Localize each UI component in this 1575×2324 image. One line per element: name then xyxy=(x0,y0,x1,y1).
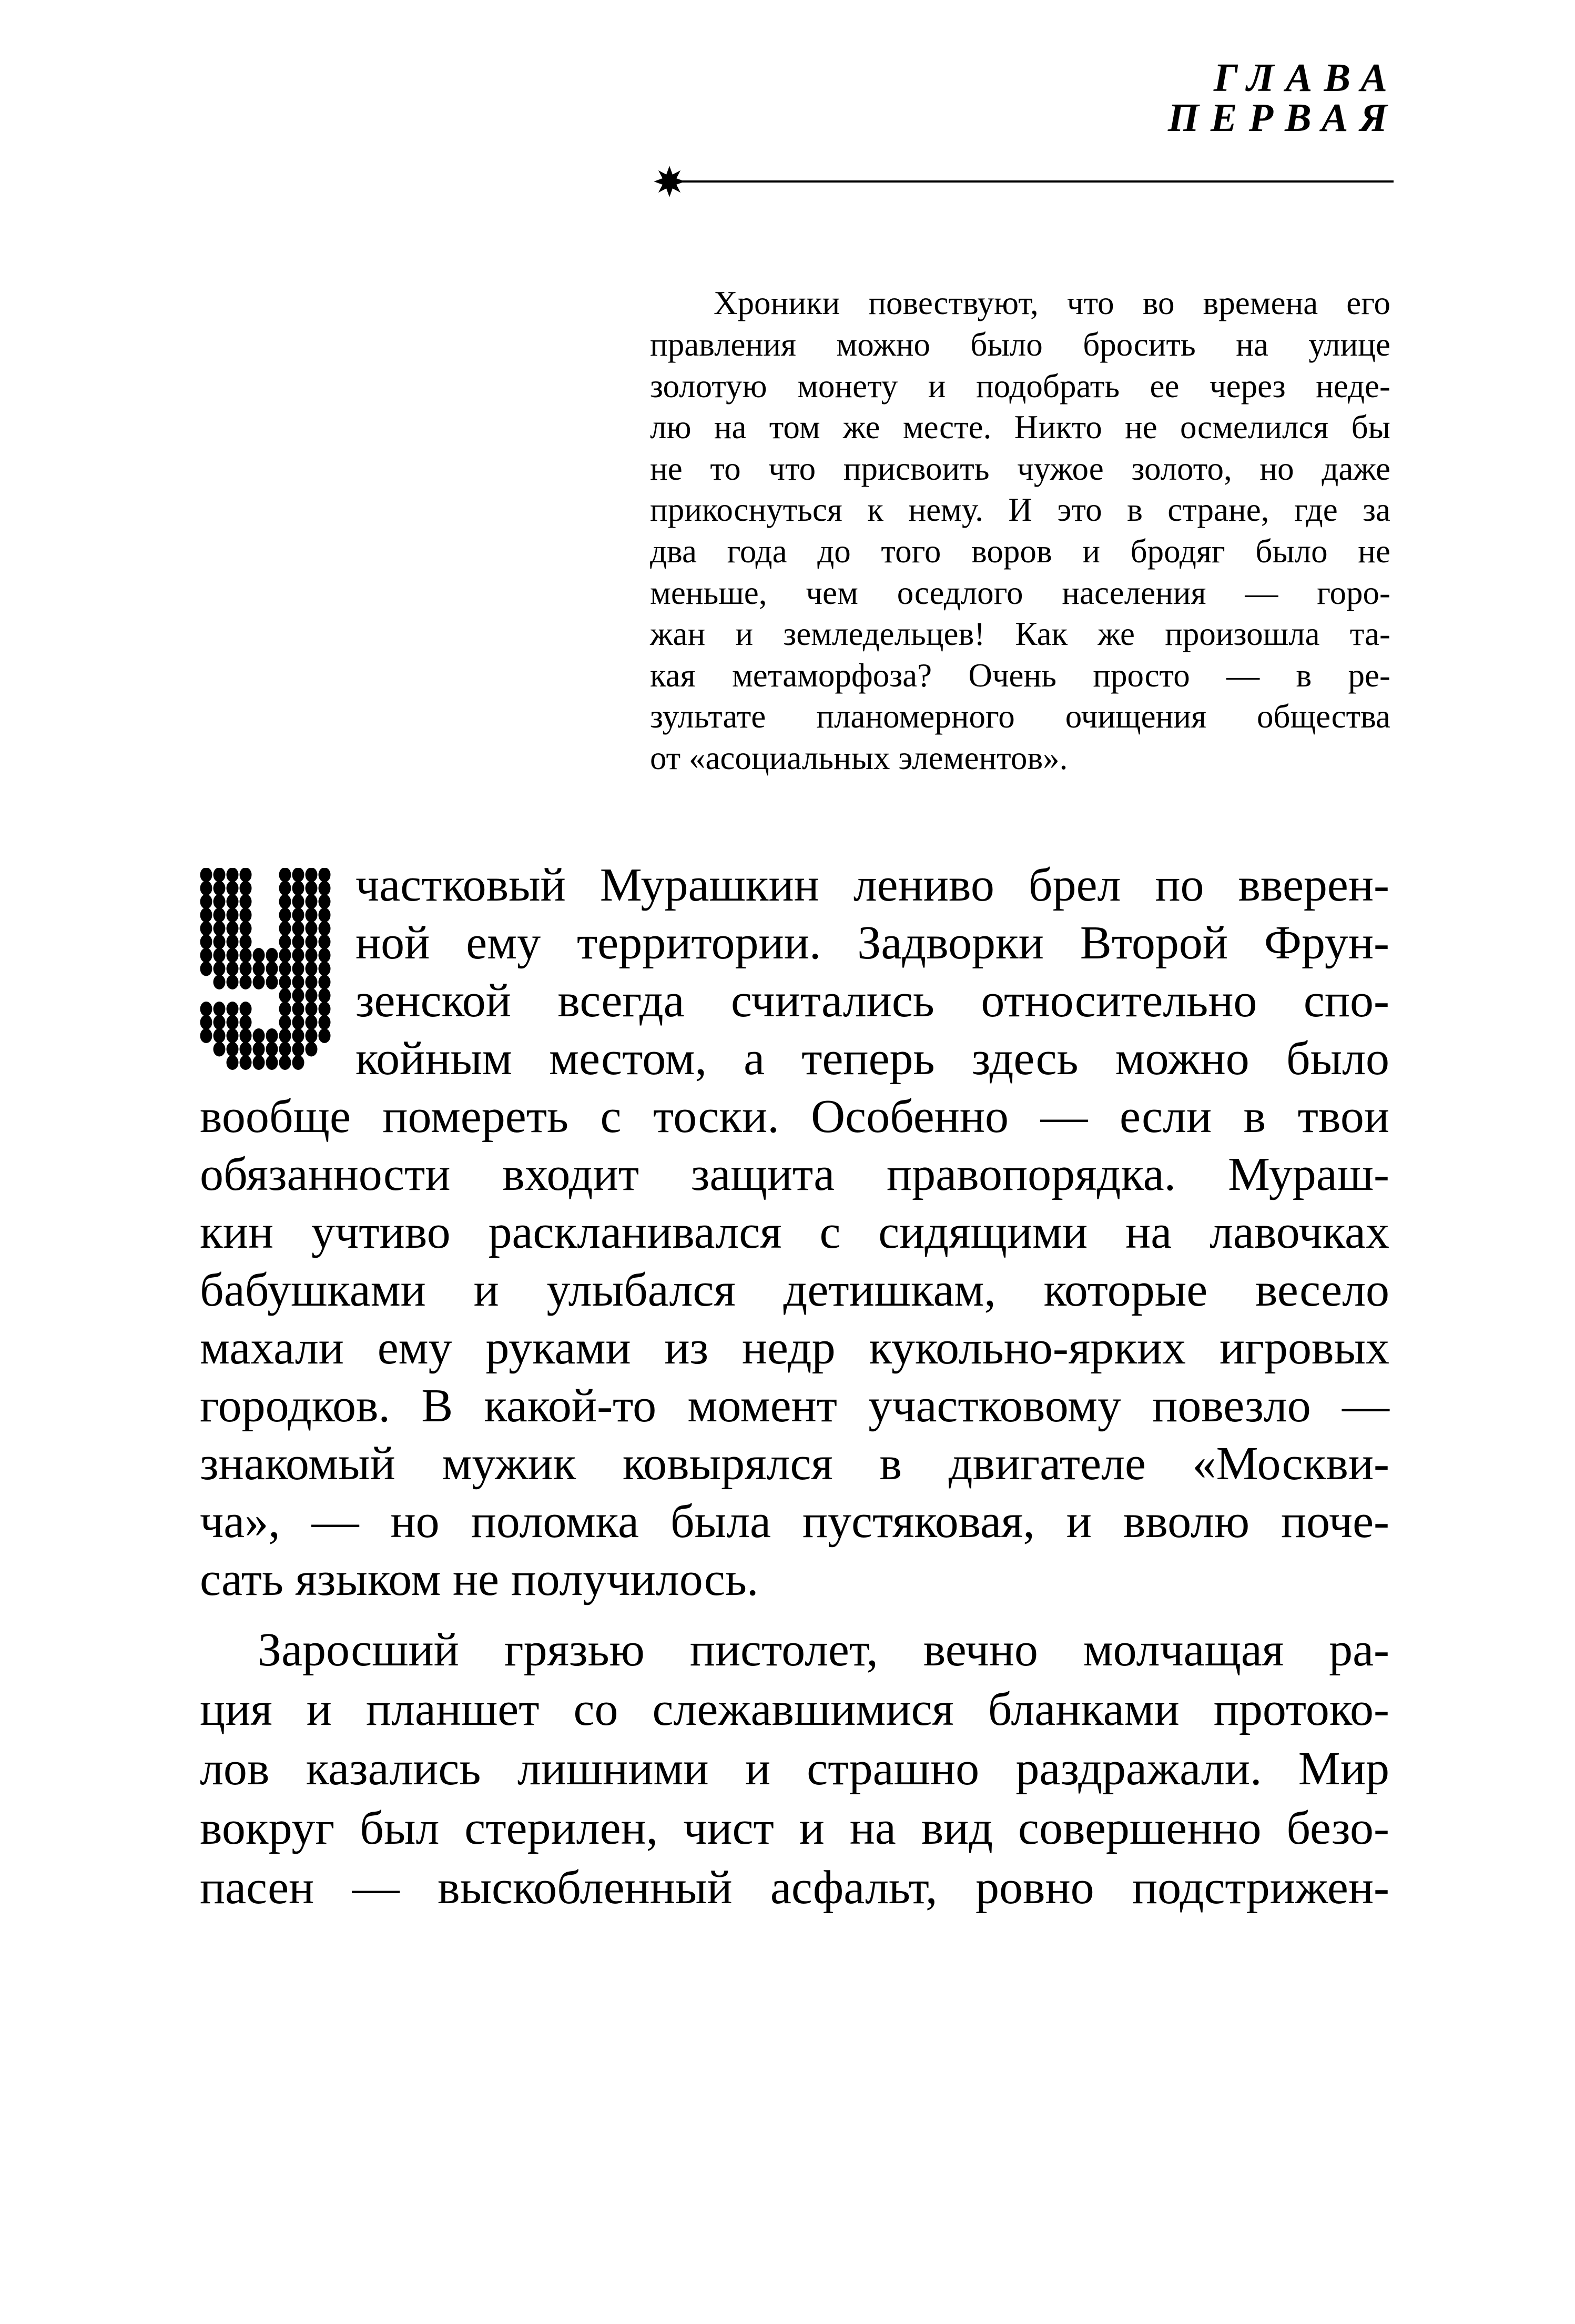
drop-cap-dot xyxy=(227,948,239,963)
drop-cap-dot xyxy=(200,962,212,976)
drop-cap-dot xyxy=(227,975,239,989)
drop-cap-dot xyxy=(266,948,278,963)
body-line: ча», — но поломка была пустяковая, и вволю поче- xyxy=(200,1496,1389,1548)
drop-cap-dot xyxy=(306,1042,318,1057)
drop-cap-dot xyxy=(306,1002,318,1016)
drop-cap-dot xyxy=(292,948,304,963)
drop-cap-dot xyxy=(319,975,331,989)
drop-cap-dot xyxy=(214,908,226,923)
drop-cap-dot xyxy=(253,975,265,989)
drop-cap-dot xyxy=(227,921,239,936)
drop-cap-dot xyxy=(227,894,239,909)
drop-cap-dot xyxy=(266,1028,278,1043)
drop-cap-dot xyxy=(279,908,291,923)
drop-cap-dot xyxy=(240,1055,252,1070)
body-line: частковый Мурашкин лениво брел по вверен- xyxy=(355,859,1389,911)
drop-cap-dot xyxy=(266,962,278,976)
epigraph-line: прикоснуться к нему. И это в стране, где за xyxy=(650,491,1390,528)
drop-cap-dot xyxy=(240,1028,252,1043)
drop-cap-dot xyxy=(279,868,291,882)
body-line: бабушками и улыбался детишкам, которые весело xyxy=(200,1264,1389,1316)
drop-cap-dot xyxy=(292,1002,304,1016)
body-line: Заросший грязью пистолет, вечно молчащая ра- xyxy=(258,1624,1389,1676)
drop-cap-dot xyxy=(227,1002,239,1016)
drop-cap-dot xyxy=(279,1002,291,1016)
drop-cap-dot xyxy=(319,894,331,909)
drop-cap-dot xyxy=(292,935,304,949)
drop-cap-dot xyxy=(306,975,318,989)
drop-cap-dot xyxy=(306,894,318,909)
drop-cap-dot xyxy=(306,962,318,976)
drop-cap-dot xyxy=(227,1055,239,1070)
drop-cap-dot xyxy=(319,881,331,896)
drop-cap-dot xyxy=(292,908,304,923)
drop-cap-dot xyxy=(227,1042,239,1057)
drop-cap-dot xyxy=(227,962,239,976)
drop-cap-dot xyxy=(200,935,212,949)
drop-cap-dot xyxy=(214,948,226,963)
drop-cap-dot xyxy=(253,948,265,963)
drop-cap-dot xyxy=(200,868,212,882)
drop-cap-dot xyxy=(319,1028,331,1043)
drop-cap-dot xyxy=(292,881,304,896)
body-line: махали ему руками из недр кукольно-ярких игровых xyxy=(200,1322,1389,1374)
drop-cap-dot xyxy=(253,1028,265,1043)
drop-cap-dot xyxy=(214,975,226,989)
body-line: обязанности входит защита правопорядка. Мураш- xyxy=(200,1148,1389,1200)
drop-cap-dot xyxy=(292,894,304,909)
drop-cap-dot xyxy=(227,908,239,923)
body-line: вокруг был стерилен, чист и на вид совершенно безо- xyxy=(200,1802,1389,1854)
drop-cap-dot xyxy=(292,1028,304,1043)
drop-cap-dot xyxy=(240,894,252,909)
drop-cap-dot xyxy=(306,908,318,923)
drop-cap-dot xyxy=(214,921,226,936)
drop-cap-dot xyxy=(240,921,252,936)
drop-cap-dot xyxy=(200,894,212,909)
drop-cap-dot xyxy=(214,962,226,976)
drop-cap-dot xyxy=(319,921,331,936)
drop-cap-dot xyxy=(306,935,318,949)
epigraph-line: лю на том же месте. Никто не осмелился бы xyxy=(650,409,1390,446)
epigraph-line: правления можно было бросить на улице xyxy=(650,326,1390,363)
body-line: городков. В какой-то момент участковому повезло — xyxy=(200,1380,1389,1432)
drop-cap-dot xyxy=(292,988,304,1003)
drop-cap-dot xyxy=(319,1002,331,1016)
epigraph-line: не то что присвоить чужое золото, но даже xyxy=(650,450,1390,487)
drop-cap-dot xyxy=(292,975,304,989)
drop-cap-dot xyxy=(306,1015,318,1030)
drop-cap-dot xyxy=(292,868,304,882)
drop-cap-dot xyxy=(319,988,331,1003)
drop-cap-dot xyxy=(319,935,331,949)
drop-cap-dot xyxy=(266,1042,278,1057)
body-line: лов казались лишними и страшно раздражали. Мир xyxy=(200,1743,1389,1795)
drop-cap-dot xyxy=(200,908,212,923)
drop-cap-dot xyxy=(227,1028,239,1043)
drop-cap-dot xyxy=(279,921,291,936)
body-line: знакомый мужик ковырялся в двигателе «Москви- xyxy=(200,1438,1389,1490)
drop-cap-dot xyxy=(227,1015,239,1030)
drop-cap-dot xyxy=(253,1055,265,1070)
body-line: пасен — выскобленный асфальт, ровно подстрижен- xyxy=(200,1862,1389,1914)
drop-cap-dot xyxy=(214,881,226,896)
body-line: ция и планшет со слежавшимися бланками протоко- xyxy=(200,1683,1389,1735)
drop-cap-dot xyxy=(227,868,239,882)
drop-cap-dot xyxy=(253,962,265,976)
drop-cap-dot xyxy=(279,988,291,1003)
drop-cap-dot xyxy=(240,948,252,963)
drop-cap-dot xyxy=(279,935,291,949)
drop-cap-dot xyxy=(279,1055,291,1070)
drop-cap-dot xyxy=(200,921,212,936)
epigraph-line: от «асоциальных элементов». xyxy=(650,740,1068,776)
drop-cap-dot xyxy=(266,975,278,989)
drop-cap-dot xyxy=(240,908,252,923)
drop-cap-dot xyxy=(279,975,291,989)
epigraph-line: два года до того воров и бродяг было не xyxy=(650,533,1390,570)
drop-cap-dot xyxy=(200,881,212,896)
drop-cap-dot xyxy=(214,1002,226,1016)
drop-cap-dot xyxy=(214,1042,226,1057)
drop-cap-dot xyxy=(253,1042,265,1057)
drop-cap-dot xyxy=(200,1002,212,1016)
drop-cap-dot xyxy=(319,948,331,963)
epigraph-line: жан и земледельцев! Как же произошла та- xyxy=(650,615,1390,652)
drop-cap-dot xyxy=(319,962,331,976)
drop-cap-dot xyxy=(214,1015,226,1030)
drop-cap-dot xyxy=(200,1015,212,1030)
drop-cap-dot xyxy=(214,894,226,909)
drop-cap-dot xyxy=(240,1015,252,1030)
chapter-label: ГЛАВА xyxy=(1214,56,1399,100)
drop-cap-dot xyxy=(306,868,318,882)
drop-cap-dot xyxy=(266,1055,278,1070)
epigraph-line: зультате планомерного очищения общества xyxy=(650,698,1390,735)
drop-cap-dot xyxy=(279,881,291,896)
body-line: кин учтиво раскланивался с сидящими на лавочках xyxy=(200,1206,1389,1258)
drop-cap-dot xyxy=(279,894,291,909)
drop-cap-dot xyxy=(227,881,239,896)
epigraph-line: кая метаморфоза? Очень просто — в ре- xyxy=(650,657,1390,694)
drop-cap-dot xyxy=(279,948,291,963)
drop-cap-dot xyxy=(214,1028,226,1043)
drop-cap-dot xyxy=(306,921,318,936)
drop-cap-dot xyxy=(200,948,212,963)
drop-cap-dot xyxy=(292,1042,304,1057)
drop-cap-dot xyxy=(292,962,304,976)
drop-cap-dot xyxy=(279,962,291,976)
drop-cap-dot xyxy=(214,868,226,882)
drop-cap-dot xyxy=(240,881,252,896)
drop-cap-dot xyxy=(319,868,331,882)
drop-cap-dot xyxy=(227,935,239,949)
body-line: койным местом, а теперь здесь можно было xyxy=(355,1033,1389,1085)
drop-cap-dot xyxy=(214,935,226,949)
drop-cap-dot xyxy=(306,881,318,896)
drop-cap-dot xyxy=(240,962,252,976)
epigraph-line: меньше, чем оседлого населения — горо- xyxy=(650,574,1390,611)
drop-cap-letter xyxy=(200,868,331,1070)
epigraph-line: Хроники повествуют, что во времена его xyxy=(714,285,1390,321)
drop-cap-dot xyxy=(292,1015,304,1030)
drop-cap-dot xyxy=(279,1015,291,1030)
drop-cap-dot xyxy=(240,868,252,882)
epigraph-line: золотую монету и подобрать ее через неде- xyxy=(650,368,1390,405)
drop-cap-dot xyxy=(319,908,331,923)
drop-cap-dot xyxy=(306,988,318,1003)
drop-cap-dot xyxy=(279,1042,291,1057)
drop-cap-dot xyxy=(306,948,318,963)
drop-cap-dot xyxy=(306,1028,318,1043)
chapter-number: ПЕРВАЯ xyxy=(1167,96,1399,140)
body-line: зенской всегда считались относительно спо- xyxy=(355,975,1389,1027)
drop-cap-dot xyxy=(292,1055,304,1070)
drop-cap-dot xyxy=(240,1002,252,1016)
body-line: ной ему территории. Задворки Второй Фрун- xyxy=(355,917,1389,969)
drop-cap-dot xyxy=(240,1042,252,1057)
drop-cap-dot xyxy=(240,935,252,949)
drop-cap-dot xyxy=(279,1028,291,1043)
drop-cap-dot xyxy=(240,975,252,989)
body-line: сать языком не получилось. xyxy=(200,1553,759,1605)
body-line: вообще помереть с тоски. Особенно — если в твои xyxy=(200,1090,1389,1143)
chapter-divider xyxy=(678,180,1394,183)
drop-cap-dot xyxy=(200,1028,212,1043)
drop-cap-dot xyxy=(292,921,304,936)
drop-cap-dot xyxy=(319,1015,331,1030)
